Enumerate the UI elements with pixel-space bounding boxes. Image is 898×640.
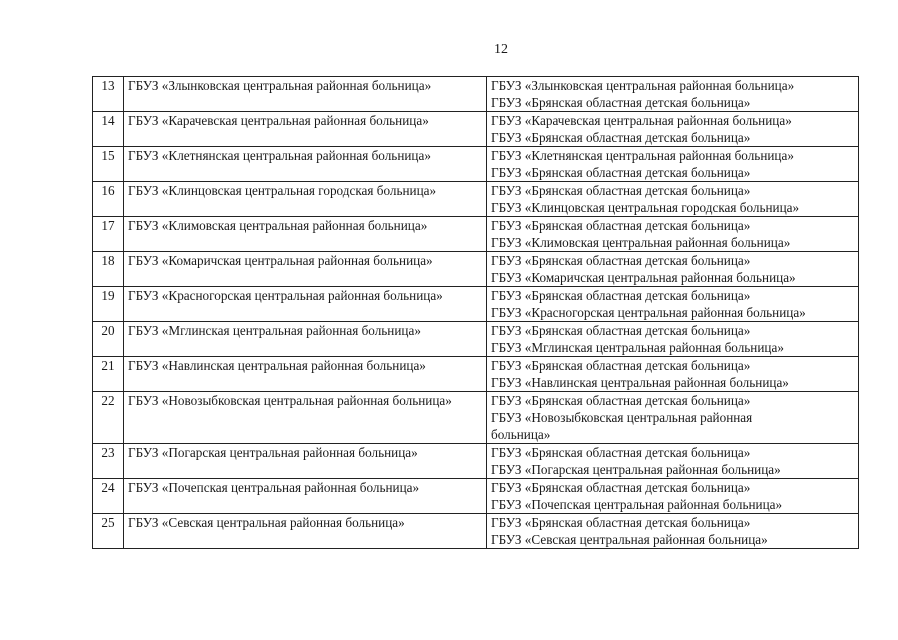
assigned-facility: ГБУЗ «Клетнянская центральная районная больница» <box>491 148 794 163</box>
assigned-facility: ГБУЗ «Брянская областная детская больница» <box>491 218 751 233</box>
assigned-facility: ГБУЗ «Брянская областная детская больница» <box>491 515 751 530</box>
facility-name: ГБУЗ «Красногорская центральная районная больница» <box>124 287 487 322</box>
assigned-facilities <box>487 287 859 322</box>
facility-name: ГБУЗ «Новозыбковская центральная районная больница» <box>124 392 487 444</box>
row-number: 16 <box>93 182 124 217</box>
facility-name: ГБУЗ «Злынковская центральная районная больница» <box>124 77 487 112</box>
assigned-facility: ГБУЗ «Брянская областная детская больница» <box>491 253 751 268</box>
assigned-facility: ГБУЗ «Брянская областная детская больница» <box>491 183 751 198</box>
row-number: 22 <box>93 392 124 444</box>
assigned-facilities <box>487 217 859 252</box>
assigned-facility: ГБУЗ «Брянская областная детская больница» <box>491 165 751 180</box>
facility-name: ГБУЗ «Мглинская центральная районная больница» <box>124 322 487 357</box>
row-number: 25 <box>93 514 124 549</box>
table-row <box>93 217 859 252</box>
assigned-facilities <box>487 252 859 287</box>
table-row <box>93 147 859 182</box>
row-number: 21 <box>93 357 124 392</box>
assigned-facilities <box>487 479 859 514</box>
assigned-facility: ГБУЗ «Злынковская центральная районная больница» <box>491 78 795 93</box>
facility-name: ГБУЗ «Навлинская центральная районная больница» <box>124 357 487 392</box>
table-row <box>93 182 859 217</box>
table-row <box>93 112 859 147</box>
facility-name: ГБУЗ «Клетнянская центральная районная больница» <box>124 147 487 182</box>
assigned-facility: ГБУЗ «Брянская областная детская больница» <box>491 323 751 338</box>
assigned-facilities <box>487 357 859 392</box>
row-number: 23 <box>93 444 124 479</box>
assigned-facilities <box>487 77 859 112</box>
row-number: 14 <box>93 112 124 147</box>
assigned-facility: ГБУЗ «Брянская областная детская больница» <box>491 393 751 408</box>
assigned-facility: ГБУЗ «Новозыбковская центральная районная больница» <box>491 410 753 442</box>
row-number: 15 <box>93 147 124 182</box>
assigned-facility: ГБУЗ «Карачевская центральная районная больница» <box>491 113 792 128</box>
facility-name: ГБУЗ «Комаричская центральная районная больница» <box>124 252 487 287</box>
assigned-facility: ГБУЗ «Климовская центральная районная больница» <box>491 235 791 250</box>
facility-name: ГБУЗ «Почепская центральная районная больница» <box>124 479 487 514</box>
assigned-facility: ГБУЗ «Красногорская центральная районная больница» <box>491 305 806 320</box>
page-number: 12 <box>494 42 508 57</box>
assigned-facility: ГБУЗ «Навлинская центральная районная больница» <box>491 375 789 390</box>
facility-name: ГБУЗ «Погарская центральная районная больница» <box>124 444 487 479</box>
assigned-facility: ГБУЗ «Почепская центральная районная больница» <box>491 497 783 512</box>
assigned-facilities <box>487 444 859 479</box>
assigned-facilities <box>487 392 859 444</box>
assigned-facility: ГБУЗ «Брянская областная детская больница» <box>491 288 751 303</box>
assigned-facility: ГБУЗ «Брянская областная детская больница» <box>491 358 751 373</box>
table-row <box>93 392 859 444</box>
assigned-facilities <box>487 147 859 182</box>
table-row <box>93 322 859 357</box>
assigned-facility: ГБУЗ «Погарская центральная районная больница» <box>491 462 781 477</box>
assigned-facilities <box>487 322 859 357</box>
table-row <box>93 77 859 112</box>
assigned-facility: ГБУЗ «Брянская областная детская больница» <box>491 130 751 145</box>
table-row <box>93 479 859 514</box>
row-number: 19 <box>93 287 124 322</box>
assigned-facilities <box>487 514 859 549</box>
assigned-facility: ГБУЗ «Мглинская центральная районная больница» <box>491 340 784 355</box>
hospital-assignment-table <box>92 76 859 549</box>
row-number: 13 <box>93 77 124 112</box>
row-number: 20 <box>93 322 124 357</box>
assigned-facility: ГБУЗ «Комаричская центральная районная больница» <box>491 270 796 285</box>
row-number: 24 <box>93 479 124 514</box>
table-row <box>93 444 859 479</box>
assigned-facility: ГБУЗ «Брянская областная детская больница» <box>491 445 751 460</box>
facility-name: ГБУЗ «Севская центральная районная больница» <box>124 514 487 549</box>
assigned-facility: ГБУЗ «Севская центральная районная больница» <box>491 532 768 547</box>
assigned-facility: ГБУЗ «Брянская областная детская больница» <box>491 480 751 495</box>
table-row <box>93 514 859 549</box>
table-row <box>93 287 859 322</box>
table-row <box>93 357 859 392</box>
assigned-facility: ГБУЗ «Брянская областная детская больница» <box>491 95 751 110</box>
assigned-facility: ГБУЗ «Клинцовская центральная городская больница» <box>491 200 800 215</box>
row-number: 17 <box>93 217 124 252</box>
facility-name: ГБУЗ «Климовская центральная районная больница» <box>124 217 487 252</box>
facility-name: ГБУЗ «Клинцовская центральная городская больница» <box>124 182 487 217</box>
row-number: 18 <box>93 252 124 287</box>
table-row <box>93 252 859 287</box>
facility-name: ГБУЗ «Карачевская центральная районная больница» <box>124 112 487 147</box>
assigned-facilities <box>487 112 859 147</box>
assigned-facilities <box>487 182 859 217</box>
